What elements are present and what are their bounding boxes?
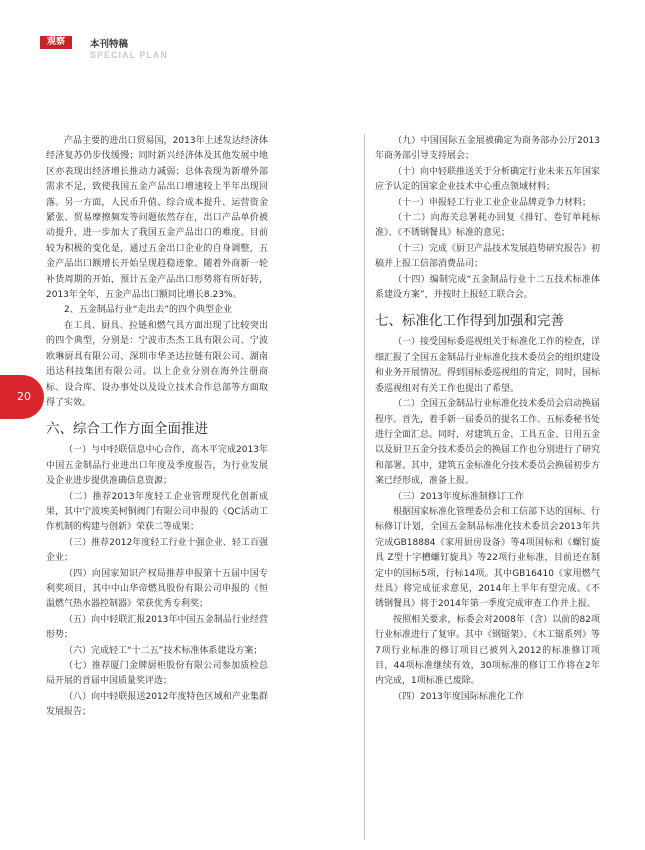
section-heading: 六、综合工作方面全面推进 bbox=[46, 421, 208, 438]
list-item: （一）与中轻联信息中心合作，高木平完成2013年中国五金制品行业进出口年度及季度报告，为行业发展及企业进步提供准确信息资源； bbox=[46, 445, 268, 487]
left-column bbox=[46, 134, 268, 721]
column-title: 本刊特稿 bbox=[90, 39, 129, 50]
subheading: （三）2013年度标准制修订工作 bbox=[393, 491, 524, 502]
section-tag: 观察 bbox=[40, 36, 72, 49]
list-item: （八）向中轻联报送2012年度特色区域和产业集群发展报告； bbox=[46, 691, 268, 718]
section-heading: 七、标准化工作得到加强和完善 bbox=[375, 313, 564, 330]
page-number: 20 bbox=[0, 375, 44, 419]
list-item: （五）向中轻联汇报2013年中国五金制品行业经营形势； bbox=[46, 614, 268, 641]
list-item: （十一）申报轻工行业工业企业品牌竞争力材料； bbox=[393, 197, 592, 208]
paragraph: （二）全国五金制品行业标准化技术委员会启动换届程序。首先，着手新一届委员的提名工作。五标委秘书处进行全面汇总。同时，对建筑五金、工具五金、日用五金以及厨卫五金分技术委员会的换届工作也分别进行了研究和部署。其中，建筑五金标准化分技术委员会换届初步方案已经形成，准备上报。 bbox=[375, 399, 601, 487]
subheading: 2、五金制品行业“走出去”的四个典型企业 bbox=[64, 305, 233, 316]
list-item: （十）向中轻联推送关于分析确定行业未来五年国家应予认定的国家企业技术中心重点领域材料； bbox=[375, 166, 601, 193]
list-item: （九）中国国际五金展被确定为商务部办公厅2013年商务部引导支持展会； bbox=[375, 136, 600, 162]
paragraph: 产品主要的进出口贸易国，2013年上述发达经济体经济复苏仍步伐缓慢；同时新兴经济体及其他发展中地区亦表现出经济增长推动力减弱；总体表现为新增外部需求不足，致使我国五金产品出口增速较上半年出现回落。另一方面，人民币升值、综合成本提升、运营资金紧张、贸易摩擦频发等问题依然存在，出口产品单价被动提升，进一步加大了我国五金产品出口的难度。目前较为积极的变化是，通过五金出口企业的自身调整，五金产品出口额增长开始呈现趋稳迹象。随着外商新一轮补货周期的开始，预计五金产品出口形势将有所好转，2013年全年，五金产品出口额同比增长8.23%。 bbox=[46, 136, 268, 301]
column-subtitle: SPECIAL PLAN bbox=[90, 50, 168, 60]
column-divider bbox=[364, 134, 365, 840]
list-item: （七）推荐厦门金牌厨柜股份有限公司参加质检总局开展的首届中国质量奖评选； bbox=[46, 661, 268, 687]
list-item: （二）推荐2013年度轻工企业管理现代化创新成果，其中宁波埃美柯铜阀门有限公司申报的《QC活动工作机制的构建与创新》荣获二等成果； bbox=[46, 491, 268, 533]
right-column bbox=[375, 134, 600, 705]
list-item: （六）完成轻工“十二五”技术标准体系建设方案； bbox=[64, 645, 263, 656]
subheading: （四）2013年度国际标准化工作 bbox=[393, 691, 524, 702]
list-item: （三）推荐2012年度轻工行业十强企业、轻工百强企业； bbox=[46, 537, 268, 564]
paragraph: 在工具、厨具、拉链和燃气具方面出现了比较突出的四个典型，分别是：宁波市杰杰工具有限公司、宁波欧琳厨具有限公司、深圳市华圣达拉链有限公司、湖南迅达科技集团有限公司。以上企业分别在海外注册商标、设合库、设办事处以及设立技术合作总部等方面取得了实效。 bbox=[46, 320, 268, 408]
paragraph: （一）接受国标委巡视组关于标准化工作的检查，详细汇报了全国五金制品行业标准化技术委员会的组织建设和业务开展情况。得到国标委巡视组的肯定，同时，国标委巡视组对有关工作也提出了希望。 bbox=[375, 337, 601, 394]
list-item: （十三）完成《厨卫产品技术发展趋势研究报告》初稿并上报工信部消费品司； bbox=[375, 243, 601, 270]
list-item: （十二）向海关总署耗办回复《排钉、卷钉单耗标准》、《不锈钢餐具》标准的意见； bbox=[375, 213, 600, 239]
list-item: （四）向国家知识产权局推荐申报第十五届中国专利奖项目，其中中山华帝燃具股份有限公司申报的《恒温燃气热水器控制器》荣获优秀专利奖； bbox=[46, 568, 268, 610]
paragraph: 根据国家标准化管理委员会和工信部下达的国标、行标修订计划，全国五金制品标准化技术委员会2013年共完成GB18884《家用厨房设备》等4项国标和《螺钉旋具 Z型十字槽螺钉旋具》等22项行业标准，目前还在制定中的国标5项，行标14项。其中GB16410《家用燃气灶具》将完成征求意见，2014年上半年有望完成。《不锈钢餐具》将于2014年第一季度完成审查工作并上报。 bbox=[375, 506, 601, 610]
paragraph: 按照相关要求，标委会对2008年（含）以前的82项行业标准进行了复审。其中《钢锯架》、《木工锯系列》等7项行业标准的修订项目已被列入2012的标准修订项目，44项标准继续有效，30项标准的修订工作将在2年内完成，1项标准已废除。 bbox=[375, 614, 601, 687]
list-item: （十四）编制完成“五金制品行业十二五技术标准体系建设方案”，并按时上报轻工联合会。 bbox=[375, 274, 600, 301]
